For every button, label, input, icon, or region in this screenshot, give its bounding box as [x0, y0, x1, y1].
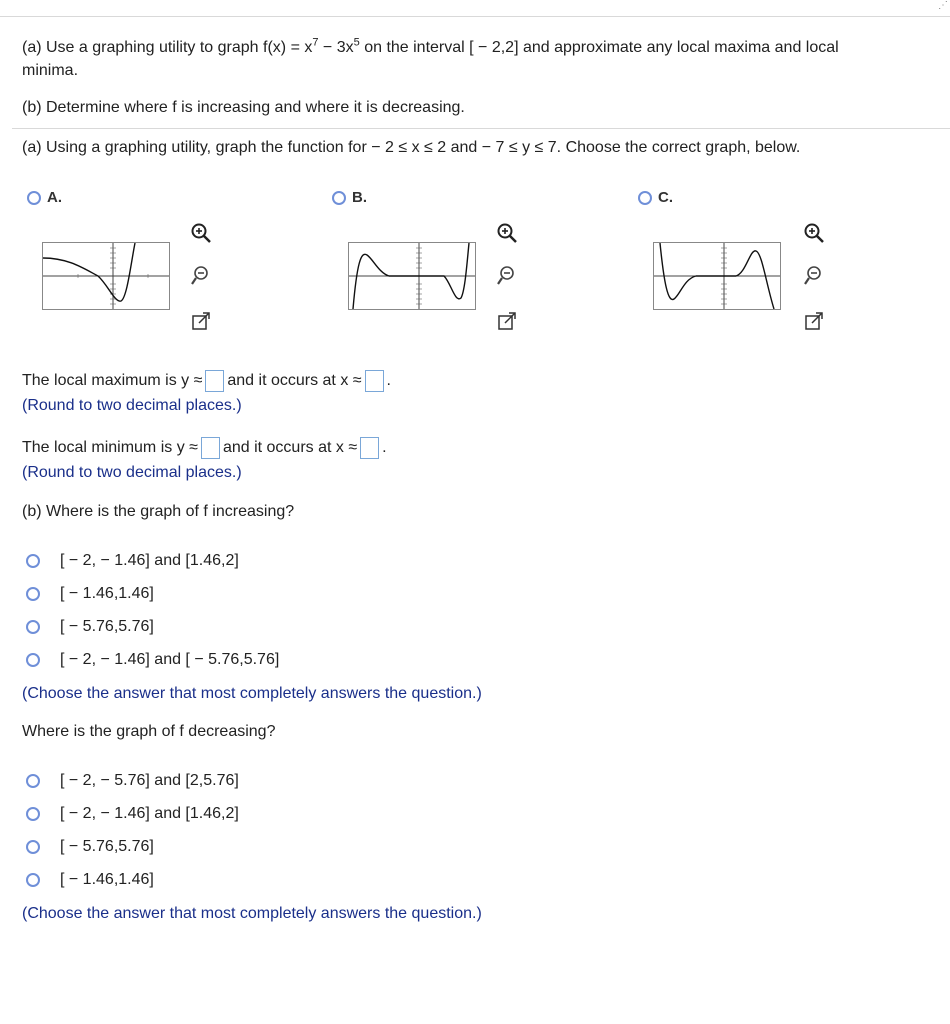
zoom-out-icon[interactable]	[803, 264, 825, 286]
decreasing-choice-2[interactable]: [ − 2, − 1.46] and [1.46,2]	[26, 805, 239, 823]
increasing-hint: (Choose the answer that most completely answers the question.)	[22, 685, 482, 702]
option-c[interactable]	[638, 189, 673, 206]
question-part-a-cont: minima.	[22, 62, 79, 79]
option-b-radio[interactable]	[332, 191, 346, 205]
corner-menu-icon[interactable]: ⋰	[938, 0, 948, 11]
popout-icon[interactable]	[190, 311, 212, 333]
zoom-in-icon[interactable]	[803, 222, 825, 244]
increasing-choice-4[interactable]: [ − 2, − 1.46] and [ − 5.76,5.76]	[26, 651, 279, 669]
local-max-x-input[interactable]	[365, 370, 384, 392]
divider	[12, 128, 950, 129]
zoom-out-icon[interactable]	[190, 264, 212, 286]
graph-c	[653, 242, 781, 310]
option-b[interactable]	[332, 189, 367, 206]
question-part-a: (a) Use a graphing utility to graph $f(x) = x^7 - 3x^5$ on the interval [ − 2,2] and approximate any local maxima and local	[22, 36, 839, 56]
local-min-x-input[interactable]	[360, 437, 379, 459]
radio-icon[interactable]	[26, 807, 40, 821]
option-a[interactable]	[27, 189, 62, 206]
graph-b	[348, 242, 476, 310]
popout-icon[interactable]	[803, 311, 825, 333]
option-c-radio[interactable]	[638, 191, 652, 205]
increasing-question: (b) Where is the graph of f increasing?	[22, 503, 295, 520]
option-a-label: A.	[47, 189, 62, 206]
local-min-y-input[interactable]	[201, 437, 220, 459]
option-a-radio[interactable]	[27, 191, 41, 205]
decreasing-choice-1[interactable]: [ − 2, − 5.76] and [2,5.76]	[26, 772, 239, 790]
zoom-out-icon[interactable]	[496, 264, 518, 286]
local-min-hint: (Round to two decimal places.)	[22, 464, 242, 481]
decreasing-choice-4[interactable]: [ − 1.46,1.46]	[26, 871, 154, 889]
increasing-choice-2[interactable]: [ − 1.46,1.46]	[26, 585, 154, 603]
radio-icon[interactable]	[26, 554, 40, 568]
decreasing-hint: (Choose the answer that most completely answers the question.)	[22, 905, 482, 922]
radio-icon[interactable]	[26, 587, 40, 601]
increasing-choice-3[interactable]: [ − 5.76,5.76]	[26, 618, 154, 636]
increasing-choice-1[interactable]: [ − 2, − 1.46] and [1.46,2]	[26, 552, 239, 570]
question-part-b: (b) Determine where f is increasing and where it is decreasing.	[22, 99, 465, 116]
radio-icon[interactable]	[26, 840, 40, 854]
radio-icon[interactable]	[26, 873, 40, 887]
local-max-line: The local maximum is y ≈ and it occurs at x ≈ .	[22, 370, 391, 392]
top-divider	[0, 16, 950, 17]
decreasing-question: Where is the graph of f decreasing?	[22, 723, 276, 740]
zoom-in-icon[interactable]	[190, 222, 212, 244]
graph-a	[42, 242, 170, 310]
option-b-label: B.	[352, 189, 367, 206]
local-max-y-input[interactable]	[205, 370, 224, 392]
radio-icon[interactable]	[26, 653, 40, 667]
radio-icon[interactable]	[26, 620, 40, 634]
local-max-hint: (Round to two decimal places.)	[22, 397, 242, 414]
popout-icon[interactable]	[496, 311, 518, 333]
graph-prompt: (a) Using a graphing utility, graph the function for − 2 ≤ x ≤ 2 and − 7 ≤ y ≤ 7. Choose the correct graph, below.	[22, 139, 801, 156]
radio-icon[interactable]	[26, 774, 40, 788]
zoom-in-icon[interactable]	[496, 222, 518, 244]
option-c-label: C.	[658, 189, 673, 206]
local-min-line: The local minimum is y ≈ and it occurs at x ≈ .	[22, 437, 387, 459]
decreasing-choice-3[interactable]: [ − 5.76,5.76]	[26, 838, 154, 856]
